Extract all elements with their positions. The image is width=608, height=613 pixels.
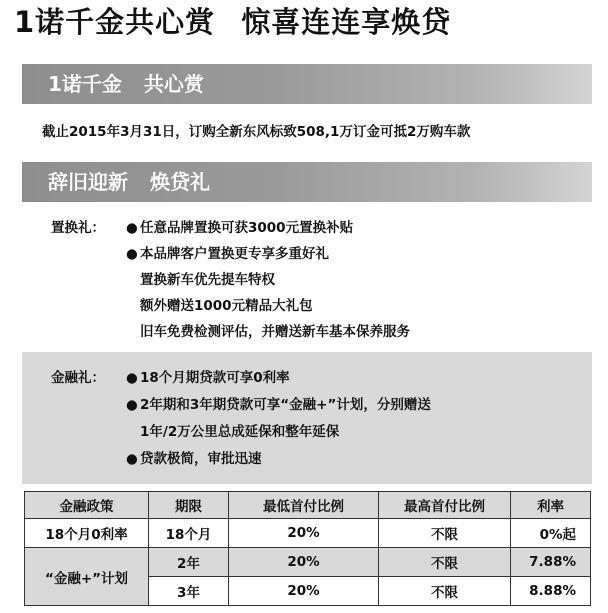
section1-text: 截止2015年3月31日，订购全新东风标致508,1万订金可抵2万购车款 xyxy=(42,124,471,140)
bullet-icon: ● xyxy=(126,397,138,413)
finance-policy-table xyxy=(24,491,591,606)
table-cell-plan: “金融+”计划 xyxy=(25,548,149,606)
table-cell: 20% xyxy=(229,548,379,577)
section2-banner xyxy=(22,162,592,202)
trade-in-item: ● 本品牌客户置换更专享多重好礼 xyxy=(126,246,329,262)
table-cell: 不限 xyxy=(379,548,511,577)
section1-title-a: 1诺千金 xyxy=(48,72,122,96)
finance-label: 金融礼： xyxy=(51,370,105,386)
trade-in-label: 置换礼： xyxy=(51,220,105,236)
table-header: 期限 xyxy=(149,492,229,519)
table-cell: 7.88% xyxy=(511,548,591,577)
bullet-icon: ● xyxy=(126,370,138,386)
table-header: 最高首付比例 xyxy=(379,492,511,519)
table-cell: 20% xyxy=(229,577,379,606)
finance-item: ● 贷款极简，审批迅速 xyxy=(126,451,262,467)
headline-part1: 1诺千金共心赏 xyxy=(14,5,216,39)
bullet-icon: ● xyxy=(126,220,138,236)
finance-section xyxy=(22,352,592,484)
headline-part2: 惊喜连连享焕贷 xyxy=(241,5,452,39)
table-cell: 0%起 xyxy=(511,519,591,548)
section2-title-b: 焕贷礼 xyxy=(150,170,210,194)
table-row xyxy=(25,519,591,548)
table-cell: 8.88% xyxy=(511,577,591,606)
section1-banner xyxy=(22,64,592,104)
table-row xyxy=(25,548,591,577)
trade-in-item: 旧车免费检测评估，并赠送新车基本保养服务 xyxy=(140,324,410,340)
bullet-icon: ● xyxy=(126,246,138,262)
section2-title-a: 辞旧迎新 xyxy=(48,170,128,194)
table-cell: 20% xyxy=(229,519,379,548)
finance-item: ● 2年期和3年期贷款可享“金融+”计划，分别赠送 xyxy=(126,397,431,413)
table-cell: 18个月 xyxy=(149,519,229,548)
bullet-icon: ● xyxy=(126,451,138,467)
section1-title-b: 共心赏 xyxy=(143,72,204,96)
trade-in-item: 额外赠送1000元精品大礼包 xyxy=(140,298,313,314)
page-headline xyxy=(14,0,604,44)
trade-in-section xyxy=(22,203,592,345)
table-cell: 不限 xyxy=(379,577,511,606)
table-header: 最低首付比例 xyxy=(229,492,379,519)
trade-in-item: 置换新车优先提车特权 xyxy=(140,272,275,288)
table-header: 金融政策 xyxy=(25,492,149,519)
table-header-row xyxy=(25,492,591,519)
trade-in-item: ● 任意品牌置换可获3000元置换补贴 xyxy=(126,220,354,236)
finance-item: ● 18个月期贷款可享0利率 xyxy=(126,370,290,386)
table-cell: 18个月0利率 xyxy=(25,519,149,548)
table-cell: 2年 xyxy=(149,548,229,577)
finance-item: 1年/2万公里总成延保和整年延保 xyxy=(140,424,340,440)
table-cell: 不限 xyxy=(379,519,511,548)
table-cell: 3年 xyxy=(149,577,229,606)
table-header: 利率 xyxy=(511,492,591,519)
